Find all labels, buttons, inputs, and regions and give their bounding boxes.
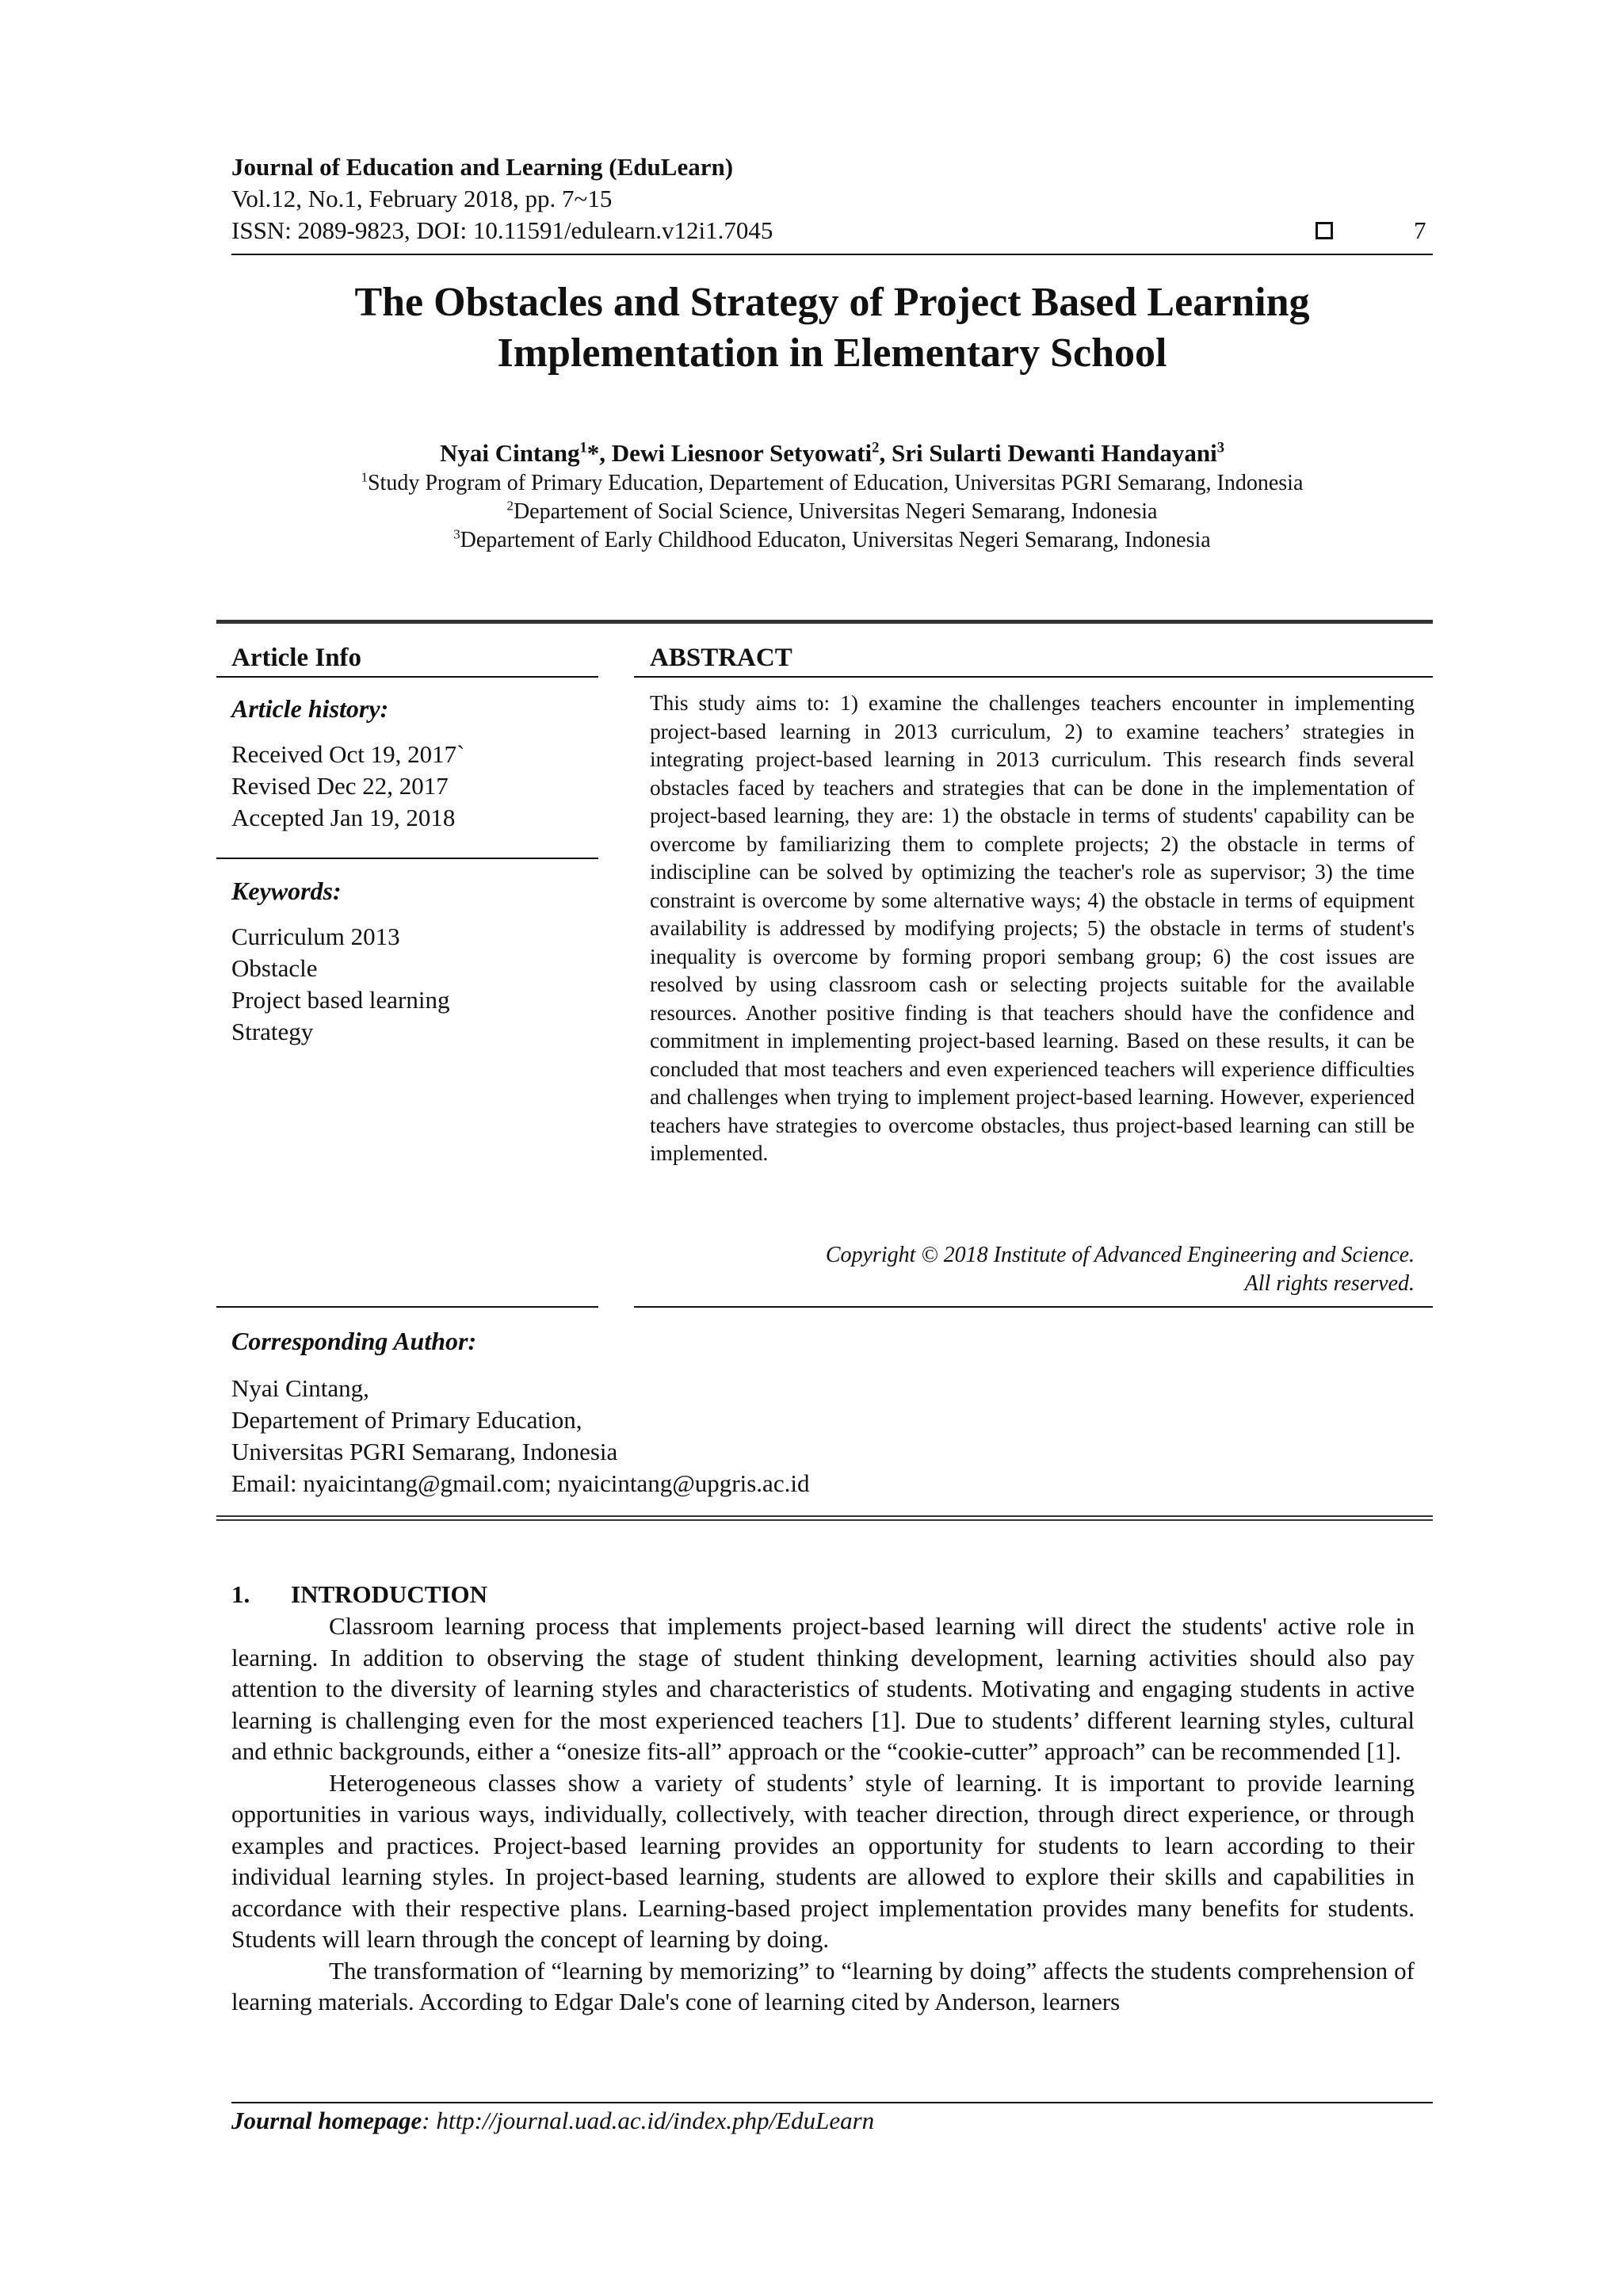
affiliation-3-mark: 3: [453, 526, 460, 542]
keywords-list: [231, 921, 449, 1048]
introduction-body: [231, 1610, 1415, 2018]
footer-url: : http://journal.uad.ac.id/index.php/EduLearn: [422, 2107, 875, 2134]
author-2-affil-mark: 2: [872, 439, 880, 457]
footer-label: Journal homepage: [231, 2107, 422, 2134]
journal-homepage-footer: [231, 2105, 874, 2137]
keyword-item: Strategy: [231, 1018, 314, 1045]
corresponding-univ: Universitas PGRI Semarang, Indonesia: [231, 1438, 618, 1465]
paper-title-line-2: Implementation in Elementary School: [497, 330, 1167, 376]
affiliation-1-mark: 1: [361, 469, 368, 485]
footer-rule: [231, 2102, 1433, 2103]
intro-paragraph-1: Classroom learning process that implements project-based learning will direct the students' active role in learning. In addition to observing the stage of student thinking development, learning activities should also pay attention to the diversity of learning styles and characteristics of students. Motivating and engaging students in active learning is challenging even for the most experienced teachers [1]. Due to students’ different learning styles, cultural and ethnic backgrounds, either a “onesize fits-all” approach or the “cookie-cutter” approach” can be recommended [1].: [231, 1612, 1415, 1765]
affiliation-2-text: Departement of Social Science, Universitas Negeri Semarang, Indonesia: [513, 499, 1158, 524]
author-3: Sri Sularti Dewanti Handayani: [891, 439, 1217, 467]
paper-title: [231, 277, 1433, 379]
author-separator: ,: [879, 439, 892, 467]
article-info-heading: Article Info: [231, 644, 362, 672]
keyword-item: Obstacle: [231, 954, 318, 982]
abstract-heading: ABSTRACT: [650, 644, 792, 672]
keyword-item: Project based learning: [231, 986, 450, 1014]
section-number: 1.: [231, 1580, 250, 1608]
copyright-line-2: All rights reserved.: [1244, 1271, 1415, 1296]
affiliation-1-text: Study Program of Primary Education, Departement of Education, Universitas PGRI Semarang, Indonesia: [367, 471, 1304, 495]
header-rule: [231, 254, 1433, 255]
front-matter-double-rule: [216, 1515, 1433, 1521]
corresponding-email: Email: nyaicintang@gmail.com; nyaicintang@upgris.ac.id: [231, 1469, 810, 1497]
history-rule: [216, 858, 598, 859]
article-history-list: [231, 739, 464, 834]
abstract-bottom-rule: [634, 1306, 1433, 1308]
author-1: Nyai Cintang: [439, 439, 580, 467]
received-date: Received Oct 19, 2017`: [231, 740, 465, 768]
author-3-affil-mark: 3: [1216, 439, 1225, 457]
corresponding-dept: Departement of Primary Education,: [231, 1406, 582, 1434]
article-info-rule: [216, 676, 598, 678]
article-history-heading: Article history:: [231, 694, 389, 723]
author-1-affil-mark: 1: [579, 439, 587, 457]
info-top-rule: [216, 620, 1433, 624]
intro-paragraph-2: Heterogeneous classes show a variety of students’ style of learning. It is important to provide learning opportunities in various ways, individually, collectively, with teacher direction, through direct experience, or through examples and practices. Project-based learning provides an opportunity for students to learn according to their individual learning styles. In project-based learning, students are allowed to explore their skills and capabilities in accordance with their respective plans. Learning-based project implementation provides many benefits for students. Students will learn through the concept of learning by doing.: [231, 1768, 1415, 1953]
intro-paragraph-3: The transformation of “learning by memorizing” to “learning by doing” affects the students comprehension of learning materials. According to Edgar Dale's cone of learning cited by Anderson, learners: [231, 1956, 1415, 2015]
affiliation-1: [231, 469, 1433, 498]
affiliation-2: [231, 498, 1433, 526]
affiliation-3: [231, 526, 1433, 555]
journal-name: Journal of Education and Learning (EduLearn): [231, 153, 734, 181]
info-bottom-rule: [216, 1306, 598, 1308]
page-number: 7: [1414, 216, 1426, 244]
paper-title-line-1: The Obstacles and Strategy of Project Based Learning: [354, 280, 1310, 325]
author-2: Dewi Liesnoor Setyowati: [611, 439, 873, 467]
accepted-date: Accepted Jan 19, 2018: [231, 804, 456, 831]
abstract-body: This study aims to: 1) examine the challenges teachers encounter in implementing project-based learning in 2013 curriculum, 2) to examine teachers’ strategies in integrating project-based learning in 2013 curriculum. This research finds several obstacles faced by teachers and strategies that can be done in the implementation of project-based learning, they are: 1) the obstacle in terms of students' capability can be overcome by familiarizing them to complete projects; 2) the obstacle in terms of indiscipline can be solved by optimizing the teacher's role as supervisor; 3) the time constraint is overcome by some alternative ways; 4) the obstacle in terms of equipment availability is addressed by modifying projects; 5) the obstacle in terms of student's inequality is overcome by forming propori sembang group; 6) the cost issues are resolved by using classroom cash or selecting projects suitable for the available resources. Another positive finding is that teachers should have the confidence and commitment in implementing project-based learning. Based on these results, it can be concluded that most teachers and even experienced teachers will experience difficulties and challenges when trying to implement project-based learning. However, experienced teachers have strategies to overcome obstacles, thus project-based learning can still be implemented.: [650, 691, 1415, 1165]
revised-date: Revised Dec 22, 2017: [231, 772, 449, 800]
copyright-notice: [650, 1241, 1415, 1298]
affiliation-2-mark: 2: [506, 498, 514, 514]
corresponding-mark: *,: [586, 439, 612, 467]
journal-issn-doi: ISSN: 2089-9823, DOI: 10.11591/edulearn.v12i1.7045: [231, 216, 773, 244]
section-title: INTRODUCTION: [291, 1580, 488, 1608]
author-list: [231, 437, 1433, 469]
section-heading-introduction: [231, 1579, 487, 1610]
affiliation-3-text: Departement of Early Childhood Educaton, Universitas Negeri Semarang, Indonesia: [460, 528, 1211, 552]
corresponding-name: Nyai Cintang,: [231, 1374, 369, 1402]
keywords-heading: Keywords:: [231, 877, 342, 905]
copyright-line-1: Copyright © 2018 Institute of Advanced Engineering and Science.: [825, 1243, 1415, 1267]
square-bullet-icon: [1316, 222, 1333, 239]
abstract-rule: [634, 676, 1433, 678]
corresponding-author-details: [231, 1373, 809, 1499]
corresponding-author-heading: Corresponding Author:: [231, 1327, 477, 1355]
keyword-item: Curriculum 2013: [231, 923, 400, 950]
journal-volume: Vol.12, No.1, February 2018, pp. 7~15: [231, 185, 613, 212]
